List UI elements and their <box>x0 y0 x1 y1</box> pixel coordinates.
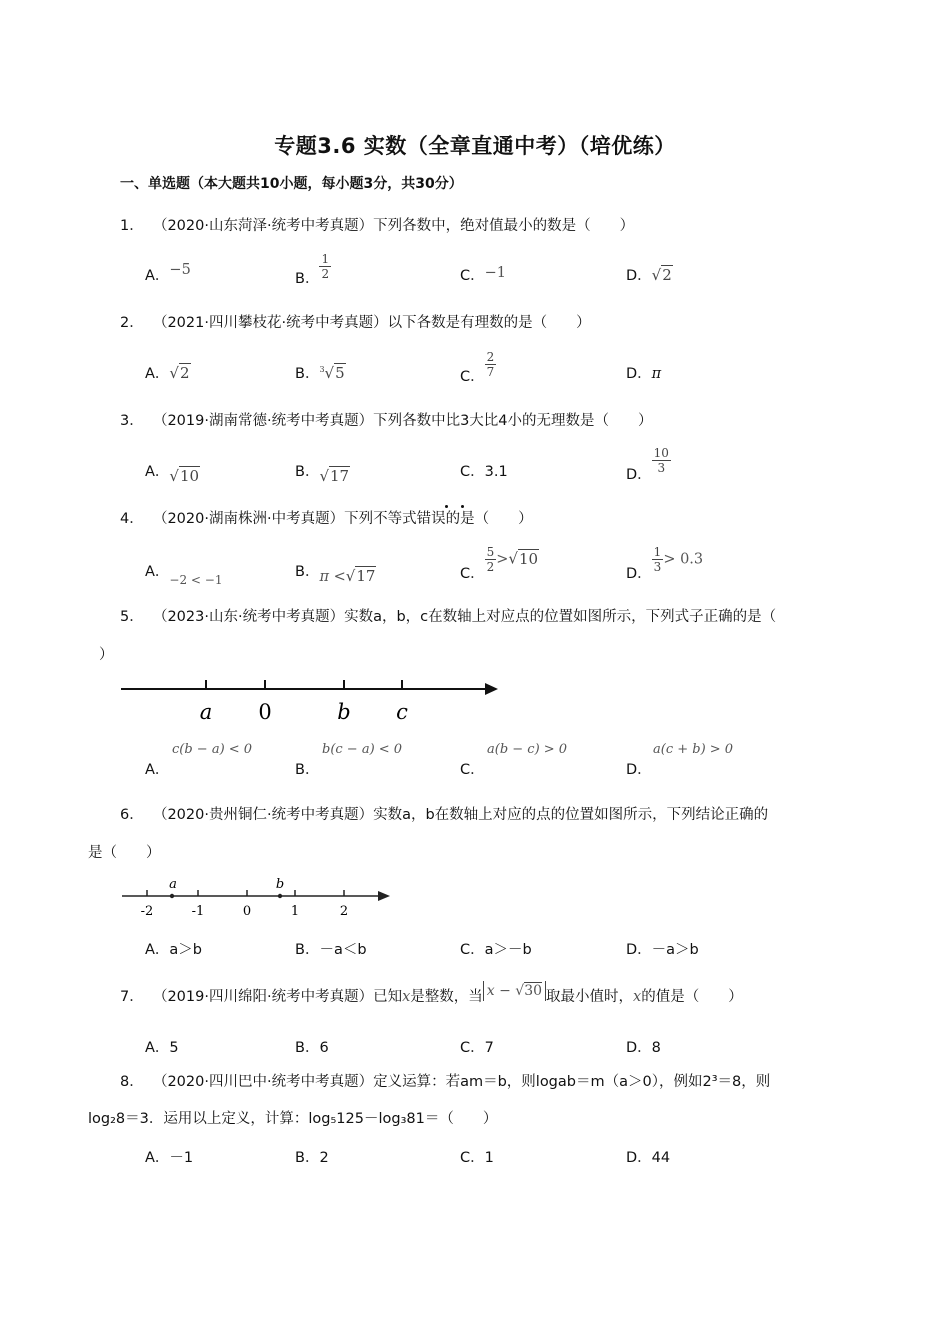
sqrt: √17 <box>345 567 376 585</box>
axis-label-0: 0 <box>258 700 272 724</box>
question-4: 4． （2020·湖南株洲·中考真题）下列不等式错误的是（ ） <box>120 511 533 527</box>
question-2: 2． （2021·四川攀枝花·统考中考真题）以下各数是有理数的是（ ） <box>120 315 591 331</box>
question-text: （2020·贵州铜仁·统考中考真题）实数a，b在数轴上对应的点的位置如图所示，下列结论正确的 <box>152 807 769 823</box>
option-b[interactable]: B．－a＜b <box>295 942 367 958</box>
fraction: $\frac{2}{7}$ <box>486 350 495 379</box>
axis-label-a: a <box>199 700 213 724</box>
option-b[interactable]: B．2 <box>295 1150 329 1166</box>
fraction: $\frac{1}{3}$ <box>653 545 662 574</box>
cube-root: $^3$√5 <box>319 364 345 382</box>
option-c[interactable]: C．3.1 <box>460 464 508 480</box>
question-text: （2020·四川巴中·统考中考真题）定义运算：若am＝b，则logab＝m（a＞0），例如2³＝8，则 <box>152 1074 771 1090</box>
option-b[interactable]: B．$^3$√5 <box>295 364 345 382</box>
question-text: （2021·四川攀枝花·统考中考真题）以下各数是有理数的是（ ） <box>152 315 591 331</box>
axis-label-b: b <box>337 700 351 724</box>
sqrt: √17 <box>319 467 350 485</box>
question-text: （2019·湖南常德·统考中考真题）下列各数中比3大比4小的无理数是（ ） <box>152 413 653 429</box>
question-text: （2020·湖南株洲·中考真题）下列不等式错误的是（ ） <box>152 511 533 527</box>
sqrt: √10 <box>508 549 539 568</box>
option-b-expr: b(c − a) < 0 <box>322 742 403 757</box>
question-number: 1． <box>120 218 144 234</box>
option-d[interactable]: D． $\frac{1}{3}$ > 0.3 <box>626 545 704 582</box>
tick-label: 0 <box>242 904 252 919</box>
question-6-continued: 是（ ） <box>88 845 161 861</box>
option-c[interactable]: C．a＞－b <box>460 942 532 958</box>
option-a[interactable]: A．－1 <box>145 1150 194 1166</box>
option-a[interactable]: A． <box>145 762 170 778</box>
option-d[interactable]: D．－a＞b <box>626 942 699 958</box>
number-line-figure <box>118 872 398 920</box>
option-d[interactable]: D．√2 <box>626 266 672 284</box>
option-a[interactable]: A．√10 <box>145 464 200 485</box>
option-d[interactable]: D．8 <box>626 1040 661 1056</box>
option-d[interactable]: D． <box>626 762 652 778</box>
option-a[interactable]: A．$_{-2 < -1}$ <box>145 564 223 587</box>
tick-label: 1 <box>290 904 300 919</box>
question-5: 5． （2023·山东·统考中考真题）实数a，b，c在数轴上对应点的位置如图所示，下列式子正确的是（ <box>120 609 777 625</box>
option-b[interactable]: B．√17 <box>295 464 350 485</box>
question-1 <box>120 216 634 236</box>
point-b-label: b <box>275 877 285 892</box>
emphasis-dot <box>445 505 448 508</box>
option-b[interactable]: B． <box>295 762 320 778</box>
sqrt: √2 <box>651 266 672 284</box>
option-d[interactable]: D．π <box>626 366 662 382</box>
option-a[interactable]: A．−5 <box>145 262 191 284</box>
question-text: （2023·山东·统考中考真题）实数a，b，c在数轴上对应点的位置如图所示，下列式子正确的是（ <box>152 609 777 625</box>
fraction: $\frac{5}{2}$ <box>486 545 495 574</box>
number-line-figure <box>115 670 505 730</box>
page-title: 专题3.6 实数（全章直通中考）（培优练） <box>274 134 676 158</box>
question-5-continued: ） <box>99 647 114 663</box>
option-c[interactable]: C． <box>460 762 485 778</box>
option-a-expr: c(b − a) < 0 <box>172 742 253 757</box>
absolute-value-expr: x − √30 <box>483 981 546 1001</box>
tick-label: -1 <box>191 904 205 919</box>
sqrt: √2 <box>169 364 190 382</box>
option-a[interactable]: A．5 <box>145 1040 179 1056</box>
fraction: $\frac{10}{3}$ <box>653 446 669 475</box>
option-c[interactable]: C．7 <box>460 1040 494 1056</box>
question-8-continued: log₂8＝3．运用以上定义，计算：log₅125－log₃81＝（ ） <box>88 1111 498 1127</box>
question-3: 3． （2019·湖南常德·统考中考真题）下列各数中比3大比4小的无理数是（ ） <box>120 413 653 429</box>
section-heading: 一、单选题（本大题共10小题，每小题3分，共30分） <box>120 176 463 192</box>
sqrt: √10 <box>169 467 200 485</box>
tick-label: -2 <box>140 904 154 919</box>
option-c-expr: a(b − c) > 0 <box>487 742 568 757</box>
tick-label: 2 <box>339 904 349 919</box>
option-c[interactable]: C． $\frac{2}{7}$ <box>460 350 495 385</box>
question-7: 7． （2019·四川绵阳·统考中考真题）已知x是整数，当 x − √30 取最小值时，x的值是（ ） <box>120 983 743 1005</box>
option-d[interactable]: D． $\frac{10}{3}$ <box>626 446 669 483</box>
option-c[interactable]: C． $\frac{5}{2}$ >√10 <box>460 545 539 582</box>
question-text: （2020·山东菏泽·统考中考真题）下列各数中，绝对值最小的数是（ ） <box>152 218 635 234</box>
option-b[interactable]: B．6 <box>295 1040 329 1056</box>
option-a[interactable]: A．a＞b <box>145 942 203 958</box>
fraction: $\frac{1}{2}$ <box>321 252 330 281</box>
option-a[interactable]: A．√2 <box>145 364 190 382</box>
option-d[interactable]: D．44 <box>626 1150 671 1166</box>
axis-label-c: c <box>396 700 408 724</box>
option-d-expr: a(c + b) > 0 <box>653 742 734 757</box>
question-6: 6． （2020·贵州铜仁·统考中考真题）实数a，b在数轴上对应的点的位置如图所示，下列结论正确的 <box>120 807 769 823</box>
option-c[interactable]: C．1 <box>460 1150 494 1166</box>
point-a-label: a <box>169 877 177 892</box>
emphasis-dot <box>461 505 464 508</box>
option-b[interactable]: B． $\frac{1}{2}$ <box>295 252 330 287</box>
question-8: 8． （2020·四川巴中·统考中考真题）定义运算：若am＝b，则logab＝m（a＞0），例如2³＝8，则 <box>120 1074 771 1090</box>
option-b[interactable]: B．π <√17 <box>295 564 376 585</box>
option-c[interactable]: C．−1 <box>460 265 506 284</box>
